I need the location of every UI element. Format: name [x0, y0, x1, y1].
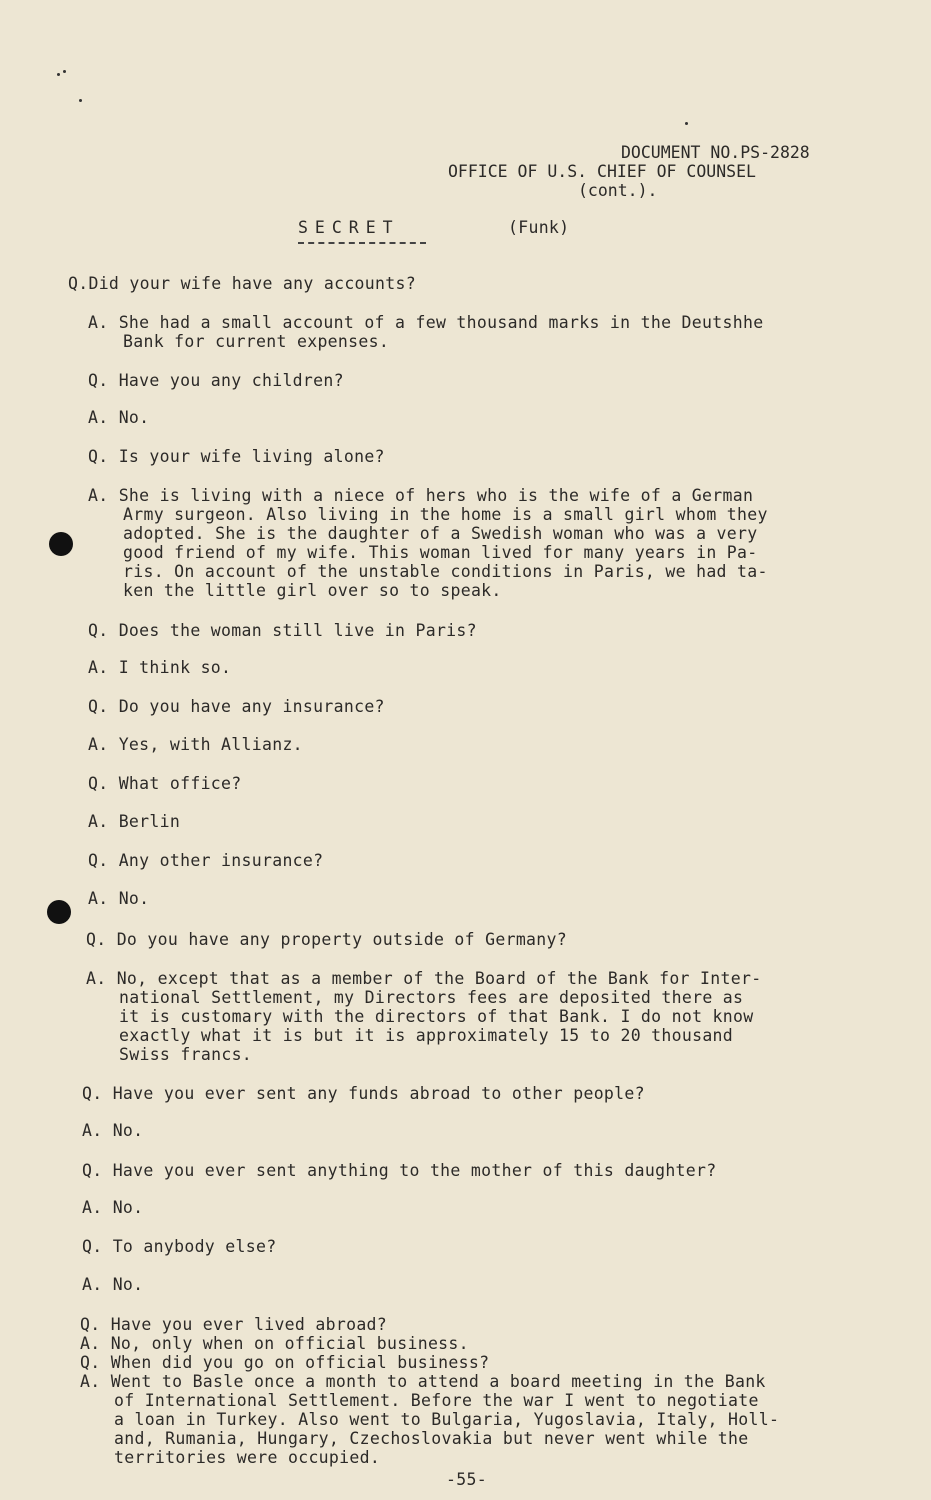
qa-line: exactly what it is but it is approximately 15 to 20 thousand: [119, 1026, 734, 1045]
qa-line: Q. When did you go on official business?: [80, 1353, 490, 1372]
punch-hole-bottom: [47, 900, 71, 924]
continued-note: (cont.).: [578, 181, 658, 200]
qa-line: Q. Have you ever sent any funds abroad to other people?: [82, 1084, 645, 1103]
punch-hole-top: [49, 532, 73, 556]
qa-line: A. Went to Basle once a month to attend a board meeting in the Bank: [80, 1372, 766, 1391]
qa-line: Q. Have you ever sent anything to the mother of this daughter?: [82, 1161, 717, 1180]
qa-line: good friend of my wife. This woman lived for many years in Pa-: [123, 543, 758, 562]
qa-line: of International Settlement. Before the war I went to negotiate: [114, 1391, 759, 1410]
qa-line: Q. Do you have any insurance?: [88, 697, 385, 716]
qa-line: ken the little girl over so to speak.: [123, 581, 502, 600]
qa-answer-block: [88, 486, 768, 600]
qa-line: Q. What office?: [88, 774, 242, 793]
qa-final-block: [80, 1315, 779, 1467]
qa-line: A. No.: [88, 889, 150, 908]
qa-line: A. I think so.: [88, 658, 232, 677]
qa-answer-block: [88, 313, 763, 351]
classification-underline: [298, 242, 426, 244]
speck: [685, 122, 688, 125]
office-title: OFFICE OF U.S. CHIEF OF COUNSEL: [448, 162, 756, 181]
qa-line: Q.Did your wife have any accounts?: [68, 274, 416, 293]
speck: [63, 70, 66, 73]
qa-line: Q. Have you ever lived abroad?: [80, 1315, 388, 1334]
speck: [57, 73, 60, 76]
classification-mark: SECRET: [298, 218, 400, 237]
qa-line: A. No.: [82, 1275, 144, 1294]
qa-line: a loan in Turkey. Also went to Bulgaria, Yugoslavia, Italy, Holl-: [114, 1410, 780, 1429]
qa-line: Army surgeon. Also living in the home is a small girl whom they: [123, 505, 768, 524]
qa-line: A. No.: [88, 408, 150, 427]
qa-line: A. No, only when on official business.: [80, 1334, 469, 1353]
qa-line: A. No, except that as a member of the Board of the Bank for Inter-: [86, 969, 762, 988]
qa-line: Q. Do you have any property outside of Germany?: [86, 930, 567, 949]
qa-line: territories were occupied.: [114, 1448, 381, 1467]
qa-line: A. No.: [82, 1121, 144, 1140]
qa-line: A. Berlin: [88, 812, 181, 831]
qa-line: A. No.: [82, 1198, 144, 1217]
qa-answer-block: [86, 969, 761, 1064]
qa-line: and, Rumania, Hungary, Czechoslovakia but never went while the: [114, 1429, 749, 1448]
qa-line: Q. To anybody else?: [82, 1237, 277, 1256]
qa-line: A. She had a small account of a few thousand marks in the Deutshhe: [88, 313, 764, 332]
qa-line: ris. On account of the unstable conditions in Paris, we had ta-: [123, 562, 768, 581]
qa-line: A. She is living with a niece of hers who is the wife of a German: [88, 486, 754, 505]
speck: [79, 99, 82, 102]
page-number: -55-: [446, 1470, 487, 1489]
qa-line: Q. Any other insurance?: [88, 851, 324, 870]
qa-line: A. Yes, with Allianz.: [88, 735, 303, 754]
qa-line: adopted. She is the daughter of a Swedish woman who was a very: [123, 524, 758, 543]
subject-name: (Funk): [508, 218, 570, 237]
qa-line: Q. Is your wife living alone?: [88, 447, 385, 466]
qa-line: Q. Does the woman still live in Paris?: [88, 621, 477, 640]
qa-line: it is customary with the directors of that Bank. I do not know: [119, 1007, 754, 1026]
qa-line: Q. Have you any children?: [88, 371, 344, 390]
document-number: DOCUMENT NO.PS-2828: [621, 143, 810, 162]
qa-line: Bank for current expenses.: [123, 332, 390, 351]
qa-line: national Settlement, my Directors fees are deposited there as: [119, 988, 744, 1007]
qa-line: Swiss francs.: [119, 1045, 253, 1064]
